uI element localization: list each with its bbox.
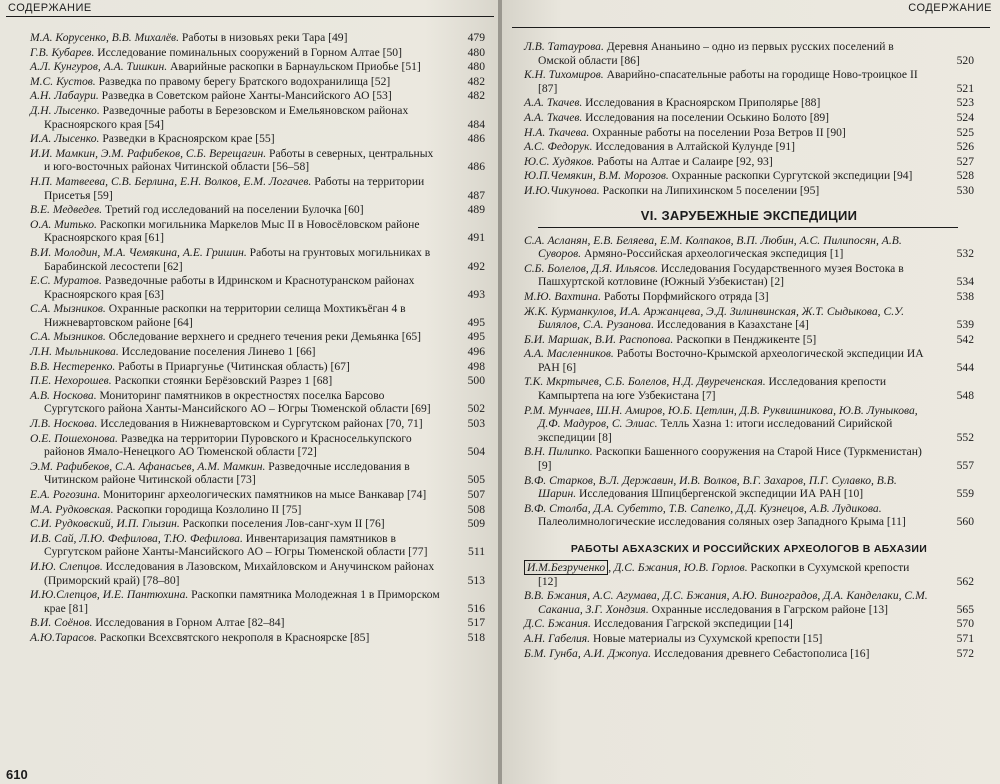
entry-text bbox=[524, 234, 930, 261]
toc-entry bbox=[524, 234, 974, 261]
entry-authors: М.С. Кустов. bbox=[30, 74, 96, 88]
entry-text bbox=[524, 169, 930, 183]
entry-text bbox=[30, 389, 441, 416]
entry-title: Армяно-Российская археологическая экспедиция [1] bbox=[581, 247, 844, 261]
toc-entry bbox=[30, 432, 485, 459]
entry-title: Исследования Государственного музея Востока в Пашхуртской котловине (Южный Узбекистан) [2] bbox=[538, 261, 904, 289]
toc-entry bbox=[30, 374, 485, 388]
entry-text bbox=[524, 647, 930, 661]
entry-title: Разведка в Советском районе Ханты-Мансийского АО [53] bbox=[98, 89, 392, 103]
entry-title: Исследования крепости Кампыртепа на юге Узбекистана [7] bbox=[538, 375, 887, 403]
entry-title: Исследования в Красноярском Приполярье [88] bbox=[582, 96, 821, 110]
entry-title: Палеолимнологические исследования соляных озер Западного Крыма [11] bbox=[538, 515, 906, 529]
entry-title: Исследования в Казахстане [4] bbox=[654, 318, 809, 332]
entry-title: Работы в северных, центральных и юго-восточных районах Читинской области [56–58] bbox=[44, 146, 434, 174]
entry-title: Исследование поминальных сооружений в Горном Алтае [50] bbox=[94, 45, 402, 59]
entry-title: Разведка по правому берегу Братского водохранилища [52] bbox=[95, 74, 391, 88]
entry-title: Работы в Приаргунье (Читинская область) [67] bbox=[115, 359, 350, 373]
toc-entry bbox=[30, 345, 485, 359]
entry-authors: Л.В. Татаурова. bbox=[524, 40, 604, 53]
toc-entry bbox=[30, 460, 485, 487]
toc-entry bbox=[30, 302, 485, 329]
entry-authors: М.А. Рудковская. bbox=[30, 502, 114, 516]
entry-title: Раскопки на Липихинском 5 поселении [95] bbox=[599, 183, 820, 197]
toc-entry bbox=[524, 40, 974, 67]
entry-text bbox=[524, 474, 930, 501]
subsection-title: РАБОТЫ АБХАЗСКИХ И РОССИЙСКИХ АРХЕОЛОГОВ В АБХАЗИИ bbox=[570, 543, 928, 555]
entry-page: 557 bbox=[956, 459, 974, 473]
entry-title: Раскопки могильника Маркелов Мыс II в Новосёловском районе Красноярского края [61] bbox=[44, 217, 420, 245]
entry-page: 480 bbox=[467, 60, 485, 74]
entry-authors: С.А. Мызников. bbox=[30, 302, 106, 316]
entry-authors: А.А. Масленников. bbox=[524, 347, 614, 361]
header-rule bbox=[512, 27, 990, 28]
entry-title: Исследования древнего Себастополиса [16] bbox=[651, 646, 870, 660]
toc-entry bbox=[30, 31, 485, 45]
entry-page: 560 bbox=[956, 515, 974, 529]
entry-authors: Ю.С. Худяков. bbox=[524, 154, 595, 168]
entry-authors: С.И. Рудковский, И.П. Глызин. bbox=[30, 517, 180, 531]
entry-title: Раскопки поселения Лов-санг-хум II [76] bbox=[179, 517, 385, 531]
entry-text bbox=[524, 502, 930, 529]
entry-title: Работы на территории Присетья [59] bbox=[44, 174, 425, 202]
toc-entry bbox=[524, 68, 974, 95]
entry-text bbox=[524, 404, 930, 445]
entry-authors: М.А. Корусенко, В.В. Михалёв. bbox=[30, 31, 179, 44]
toc-entry bbox=[524, 561, 974, 588]
entry-page: 486 bbox=[467, 160, 485, 174]
entry-page: 504 bbox=[467, 445, 485, 459]
entry-authors: , Д.С. Бжания, Ю.В. Горлов. bbox=[608, 561, 748, 574]
toc-entry bbox=[30, 246, 485, 273]
entry-text bbox=[524, 140, 930, 154]
toc-entry bbox=[524, 290, 974, 304]
entry-text bbox=[524, 126, 930, 140]
entry-authors: А.Н. Лабаури. bbox=[30, 89, 99, 103]
entry-page: 528 bbox=[956, 169, 974, 183]
entry-text bbox=[30, 560, 441, 587]
entry-authors: А.А. Ткачев. bbox=[524, 96, 583, 110]
entry-page: 486 bbox=[467, 132, 485, 146]
entry-page: 565 bbox=[956, 602, 974, 616]
toc-entry bbox=[524, 126, 974, 140]
entry-page: 508 bbox=[467, 502, 485, 516]
entry-title: Обследование верхнего и среднего течения реки Демьянка [65] bbox=[105, 330, 422, 344]
entry-authors: В.Ф. Старков, В.Л. Державин, И.В. Волков, В.Г. Захаров, П.Г. Сулавко, В.В. Шарин. bbox=[524, 473, 897, 501]
entry-text bbox=[30, 132, 441, 146]
entry-page: 482 bbox=[467, 89, 485, 103]
entry-text bbox=[30, 302, 441, 329]
entry-authors: К.Н. Тихомиров. bbox=[524, 68, 604, 82]
entry-title: Исследование поселения Линево 1 [66] bbox=[118, 345, 316, 359]
toc-entry bbox=[30, 389, 485, 416]
entry-authors: А.А. Ткачев. bbox=[524, 110, 583, 124]
entry-authors: Б.М. Гунба, А.И. Джопуа. bbox=[524, 646, 652, 660]
entry-page: 495 bbox=[467, 330, 485, 344]
entry-text bbox=[30, 616, 441, 630]
toc-entry bbox=[30, 104, 485, 131]
toc-entry bbox=[30, 503, 485, 517]
toc-entry bbox=[524, 140, 974, 154]
entry-authors: О.Е. Пошехонова. bbox=[30, 431, 118, 445]
entry-authors: Л.Н. Мыльникова. bbox=[30, 345, 119, 359]
toc-entry bbox=[30, 488, 485, 502]
entry-title: Исследования в Горном Алтае [82–84] bbox=[92, 616, 285, 630]
entry-text bbox=[524, 305, 930, 332]
entry-title: Деревня Ананьино – одно из первых русских поселений в Омской области [86] bbox=[538, 40, 894, 67]
entry-page: 502 bbox=[467, 402, 485, 416]
entry-authors: В.Ф. Столба, Д.А. Субетто, Т.В. Сапелко, Д.Д. Кузнецов, А.В. Лудикова. bbox=[524, 501, 882, 515]
entry-title: Раскопки Башенного сооружения на Старой Нисе (Туркменистан) [9] bbox=[538, 445, 922, 473]
right-page bbox=[502, 0, 1000, 784]
entry-title: Исследования на поселении Оськино Болото [89] bbox=[582, 110, 830, 124]
toc-entry bbox=[524, 111, 974, 125]
entry-text bbox=[524, 375, 930, 402]
entry-text bbox=[30, 631, 441, 645]
entry-text bbox=[524, 68, 930, 95]
toc-group bbox=[524, 40, 974, 198]
toc-entry bbox=[524, 404, 974, 445]
toc-entry bbox=[524, 502, 974, 529]
entry-page: 503 bbox=[467, 417, 485, 431]
entry-page: 527 bbox=[956, 154, 974, 168]
entry-title: Охранные работы на поселении Роза Ветров II [90] bbox=[589, 125, 846, 139]
entry-text bbox=[30, 517, 441, 531]
entry-title: Раскопки памятника Молодежная 1 в Приморском крае [81] bbox=[44, 588, 440, 615]
entry-text bbox=[30, 345, 441, 359]
toc-entry bbox=[524, 647, 974, 661]
entry-title: Телль Хазна 1: итоги исследований Сирийской экспедиции [8] bbox=[538, 417, 893, 444]
entry-title: Аварийно-спасательные работы на городище Ново-троицкое II [87] bbox=[538, 68, 918, 95]
toc-entry bbox=[30, 175, 485, 202]
page-number: 610 bbox=[6, 767, 28, 782]
entry-title: Раскопки стоянки Берёзовский Разрез 1 [68] bbox=[111, 374, 333, 388]
entry-title: Исследования Гагрской экспедиции [14] bbox=[590, 617, 793, 631]
entry-title: Работы Восточно-Крымской археологической экспедиции ИА РАН [6] bbox=[538, 347, 924, 374]
toc-entry bbox=[30, 517, 485, 531]
entry-page: 572 bbox=[956, 646, 974, 660]
entry-page: 489 bbox=[467, 203, 485, 217]
entry-authors: А.С. Федорук. bbox=[524, 140, 593, 154]
entry-authors: В.В. Нестеренко. bbox=[30, 359, 116, 373]
entry-authors: С.Б. Болелов, Д.Я. Ильясов. bbox=[524, 261, 659, 275]
entry-title: Мониторинг археологических памятников на мысе Ванкавар [74] bbox=[100, 488, 427, 501]
toc-entry bbox=[30, 132, 485, 146]
entry-text bbox=[30, 532, 441, 559]
entry-title: Исследования Шпицбергенской экспедиции ИА РАН [10] bbox=[576, 487, 864, 501]
entry-authors: Ж.К. Курманкулов, И.А. Аржанцева, Э.Д. Зилинвинская, Ж.Т. Сыдыкова, С.У. Билялов, С.А. Рузанова. bbox=[524, 304, 905, 332]
toc-entry bbox=[30, 218, 485, 245]
entry-page: 526 bbox=[956, 140, 974, 154]
entry-text bbox=[524, 40, 930, 67]
entry-text bbox=[524, 111, 930, 125]
entry-authors: Д.С. Бжания. bbox=[524, 617, 591, 631]
entry-page: 500 bbox=[467, 374, 485, 388]
entry-authors: В.И. Молодин, М.А. Чемякина, А.Е. Гришин. bbox=[30, 245, 247, 259]
entry-text bbox=[30, 417, 441, 431]
entry-title: Раскопки городища Козлолино II [75] bbox=[113, 502, 302, 516]
entry-page: 571 bbox=[956, 631, 974, 645]
entry-page: 552 bbox=[956, 430, 974, 444]
toc-entry bbox=[30, 588, 485, 615]
entry-authors: А.Ю.Тарасов. bbox=[30, 630, 97, 644]
toc-entry bbox=[30, 631, 485, 645]
entry-page: 480 bbox=[467, 45, 485, 59]
entry-text bbox=[30, 503, 441, 517]
entry-text bbox=[524, 632, 930, 646]
entry-text bbox=[524, 262, 930, 289]
toc-entry bbox=[30, 360, 485, 374]
entry-title: Разведочные исследования в Читинском районе Читинской области [73] bbox=[44, 459, 410, 487]
toc-entry bbox=[524, 184, 974, 198]
entry-text bbox=[524, 184, 930, 198]
toc-group bbox=[524, 561, 974, 660]
entry-text bbox=[30, 31, 441, 45]
entry-title: Работы в низовьях реки Тара [49] bbox=[178, 31, 348, 44]
entry-page: 570 bbox=[956, 617, 974, 631]
entry-page: 505 bbox=[467, 473, 485, 487]
entry-page: 482 bbox=[467, 74, 485, 88]
entry-authors: О.А. Митько. bbox=[30, 217, 97, 231]
entry-title: Исследования в Нижневартовском и Сургутском районах [70, 71] bbox=[97, 417, 423, 431]
toc-entry bbox=[524, 96, 974, 110]
entry-text bbox=[30, 246, 441, 273]
entry-authors: В.Н. Пилипко. bbox=[524, 445, 593, 459]
entry-authors: С.А. Асланян, Е.В. Беляева, Е.М. Колпаков, В.П. Любин, А.С. Пилипосян, А.В. Суворов. bbox=[524, 233, 902, 261]
entry-text bbox=[30, 46, 441, 60]
entry-text bbox=[30, 588, 441, 615]
toc-entry bbox=[30, 532, 485, 559]
entry-title: Мониторинг памятников в окрестностях поселка Барсово Сургутского района Ханты-Мансийского АО – Югры Тюменской области [69] bbox=[44, 388, 431, 416]
entry-page: 513 bbox=[467, 573, 485, 587]
entry-title: Работы Порфмийского отряда [3] bbox=[600, 289, 769, 303]
toc-entry bbox=[30, 560, 485, 587]
entry-page: 559 bbox=[956, 487, 974, 501]
entry-page: 520 bbox=[956, 53, 974, 67]
toc-entry bbox=[524, 589, 974, 616]
toc-entry bbox=[524, 617, 974, 631]
entry-text bbox=[30, 147, 441, 174]
entry-page: 498 bbox=[467, 359, 485, 373]
entry-authors: Р.М. Мунчаев, Ш.Н. Амиров, Ю.Б. Цетлин, Д.В. Руквишникова, Ю.В. Луныкова, Д.Ф. Мадуров, С. Элиас. bbox=[524, 403, 918, 431]
entry-title: Разведки в Красноярском крае [55] bbox=[99, 132, 275, 146]
entry-text bbox=[524, 333, 930, 347]
entry-authors: Г.В. Кубарев. bbox=[30, 45, 95, 59]
entry-text bbox=[30, 75, 441, 89]
entry-authors: В.И. Соёнов. bbox=[30, 616, 93, 630]
entry-authors: Т.К. Мкртычев, С.Б. Болелов, Н.Д. Двуреченская. bbox=[524, 375, 766, 389]
toc-entry bbox=[30, 330, 485, 344]
entry-page: 493 bbox=[467, 287, 485, 301]
toc-group bbox=[524, 234, 974, 529]
toc-entry bbox=[30, 46, 485, 60]
entry-text bbox=[30, 104, 441, 131]
entry-authors: И.В. Сай, Л.Ю. Фефилова, Т.Ю. Фефилова. bbox=[30, 531, 243, 545]
entry-text bbox=[30, 175, 441, 202]
entry-text bbox=[30, 488, 441, 502]
entry-page: 532 bbox=[956, 247, 974, 261]
toc-entry bbox=[524, 169, 974, 183]
entry-authors: Л.В. Носкова. bbox=[30, 417, 98, 431]
entry-authors: П.Е. Нехорошев. bbox=[30, 374, 112, 388]
toc-entry bbox=[30, 616, 485, 630]
entry-authors: Е.С. Муратов. bbox=[30, 274, 102, 288]
toc-entry bbox=[524, 305, 974, 332]
entry-title: Инвентаризация памятников в Сургутском районе Ханты-Мансийского АО – Югры Тюменской области [77] bbox=[44, 531, 428, 559]
entry-page: 507 bbox=[467, 488, 485, 501]
entry-title: Разведочные работы в Идринском и Краснотуранском районах Красноярского края [63] bbox=[44, 274, 415, 301]
entry-page: 530 bbox=[956, 183, 974, 197]
entry-authors: Э.М. Рафибеков, С.А. Афанасьев, А.М. Мамкин. bbox=[30, 459, 266, 473]
entry-page: 517 bbox=[467, 616, 485, 630]
entry-text bbox=[30, 330, 441, 344]
entry-authors: С.А. Мызников. bbox=[30, 330, 106, 344]
toc-entry bbox=[30, 147, 485, 174]
entry-text bbox=[30, 89, 441, 103]
entry-authors: И.Ю. Слепцов. bbox=[30, 559, 103, 573]
entry-authors: М.Ю. Вахтина. bbox=[524, 289, 601, 303]
toc-entry bbox=[30, 203, 485, 217]
entry-page: 524 bbox=[956, 110, 974, 124]
entry-text bbox=[30, 360, 441, 374]
entry-authors: И.И. Мамкин, Э.М. Рафибеков, С.Б. Верещагин. bbox=[30, 146, 267, 160]
entry-page: 491 bbox=[467, 231, 485, 245]
running-header: СОДЕРЖАНИЕ bbox=[908, 2, 992, 14]
entry-page: 562 bbox=[956, 574, 974, 588]
entry-page: 516 bbox=[467, 601, 485, 615]
entry-title: Охранные раскопки Сургутской экспедиции [94] bbox=[668, 169, 913, 183]
entry-text bbox=[30, 460, 441, 487]
entry-authors: И.Ю.Слепцов, И.Е. Пантюхина. bbox=[30, 588, 189, 602]
entry-text bbox=[30, 218, 441, 245]
header-rule bbox=[6, 16, 494, 17]
entry-text bbox=[524, 347, 930, 374]
section-rule bbox=[538, 227, 958, 228]
entry-authors: Н.П. Матвеева, С.В. Берлина, Е.Н. Волков, Е.М. Логачев. bbox=[30, 174, 312, 188]
toc-entry bbox=[524, 474, 974, 501]
entry-page: 495 bbox=[467, 315, 485, 329]
entry-page: 523 bbox=[956, 96, 974, 110]
entry-text bbox=[30, 432, 441, 459]
toc-list bbox=[524, 40, 974, 661]
entry-page: 544 bbox=[956, 360, 974, 374]
entry-authors: А.В. Носкова. bbox=[30, 388, 97, 402]
toc-entry bbox=[524, 632, 974, 646]
entry-title: Третий год исследований на поселении Булочка [60] bbox=[102, 203, 364, 217]
toc-entry bbox=[30, 89, 485, 103]
entry-page: 534 bbox=[956, 275, 974, 289]
entry-page: 538 bbox=[956, 289, 974, 303]
running-header: СОДЕРЖАНИЕ bbox=[8, 2, 92, 14]
entry-text bbox=[30, 374, 441, 388]
toc-entry bbox=[30, 60, 485, 74]
entry-page: 509 bbox=[467, 517, 485, 531]
entry-authors: В.Е. Медведев. bbox=[30, 203, 103, 217]
entry-text bbox=[524, 445, 930, 472]
entry-authors: А.Н. Габелия. bbox=[524, 631, 591, 645]
entry-page: 487 bbox=[467, 188, 485, 202]
entry-authors: Н.А. Ткачева. bbox=[524, 125, 590, 139]
toc-entry bbox=[524, 262, 974, 289]
entry-authors: Е.А. Рогозина. bbox=[30, 488, 101, 501]
entry-title: Новые материалы из Сухумской крепости [15] bbox=[590, 631, 823, 645]
entry-authors: В.В. Бжания, А.С. Агумава, Д.С. Бжания, А.Ю. Виноградов, Д.А. Канделаки, С.М. Саканиа, З.Г. Хондзия. bbox=[524, 589, 928, 616]
entry-page: 518 bbox=[467, 630, 485, 644]
entry-page: 484 bbox=[467, 117, 485, 131]
entry-page: 539 bbox=[956, 318, 974, 332]
toc-entry bbox=[524, 333, 974, 347]
entry-page: 548 bbox=[956, 389, 974, 403]
entry-text bbox=[524, 290, 930, 304]
entry-title: Раскопки в Сухумской крепости [12] bbox=[538, 561, 910, 588]
entry-page: 542 bbox=[956, 332, 974, 346]
entry-text bbox=[524, 155, 930, 169]
entry-page: 511 bbox=[468, 545, 485, 559]
entry-title: Работы на грунтовых могильниках в Барабинской лесостепи [62] bbox=[44, 245, 431, 273]
toc-entry bbox=[30, 75, 485, 89]
entry-page: 521 bbox=[956, 81, 974, 95]
section-title: VI. ЗАРУБЕЖНЫЕ ЭКСПЕДИЦИИ bbox=[640, 207, 858, 223]
entry-text bbox=[524, 96, 930, 110]
entry-title: Аварийные раскопки в Барнаульском Приобье [51] bbox=[167, 60, 421, 74]
entry-page: 496 bbox=[467, 345, 485, 359]
toc-entry bbox=[30, 417, 485, 431]
entry-title: Разведка на территории Пуровского и Красноселькупского районов Ямало-Ненецкого АО Тюменской области [72] bbox=[44, 431, 412, 459]
toc-entry bbox=[524, 445, 974, 472]
entry-authors: И.Ю.Чикунова. bbox=[524, 183, 600, 197]
entry-text bbox=[30, 60, 441, 74]
entry-title: Охранные исследования в Гагрском районе [13] bbox=[648, 602, 889, 616]
toc-entry bbox=[524, 155, 974, 169]
entry-text bbox=[30, 203, 441, 217]
toc-entry bbox=[524, 347, 974, 374]
entry-title: Исследования в Алтайской Кулунде [91] bbox=[592, 140, 795, 154]
entry-text bbox=[30, 274, 441, 301]
toc-entry bbox=[30, 274, 485, 301]
entry-title: Раскопки Всехсвятского некрополя в Красноярске [85] bbox=[96, 630, 370, 644]
entry-title: Раскопки в Пенджикенте [5] bbox=[673, 332, 817, 346]
entry-authors: И.М.Безрученко bbox=[524, 560, 608, 575]
entry-title: Охранные раскопки на территории селища Мохтикъёган 4 в Нижневартовском районе [64] bbox=[44, 302, 406, 329]
entry-page: 525 bbox=[956, 125, 974, 139]
toc-entry bbox=[524, 375, 974, 402]
entry-text bbox=[524, 561, 930, 588]
toc-list bbox=[30, 31, 485, 646]
entry-title: Работы на Алтае и Салаире [92, 93] bbox=[594, 154, 773, 168]
entry-text bbox=[524, 589, 930, 616]
entry-page: 492 bbox=[467, 259, 485, 273]
entry-authors: А.Л. Кунгуров, А.А. Тишкин. bbox=[30, 60, 168, 74]
entry-page: 479 bbox=[467, 31, 485, 44]
entry-authors: Д.Н. Лысенко. bbox=[30, 103, 100, 117]
entry-authors: Б.И. Маршак, В.И. Распопова. bbox=[524, 332, 674, 346]
entry-text bbox=[524, 617, 930, 631]
entry-authors: И.А. Лысенко. bbox=[30, 132, 100, 146]
entry-title: Разведочные работы в Березовском и Емельяновском районах Красноярского края [54] bbox=[44, 103, 409, 131]
entry-authors: Ю.П.Чемякин, В.М. Морозов. bbox=[524, 169, 669, 183]
entry-title: Исследования в Лазовском, Михайловском и Анучинском районах (Приморский край) [78–80] bbox=[44, 559, 435, 587]
